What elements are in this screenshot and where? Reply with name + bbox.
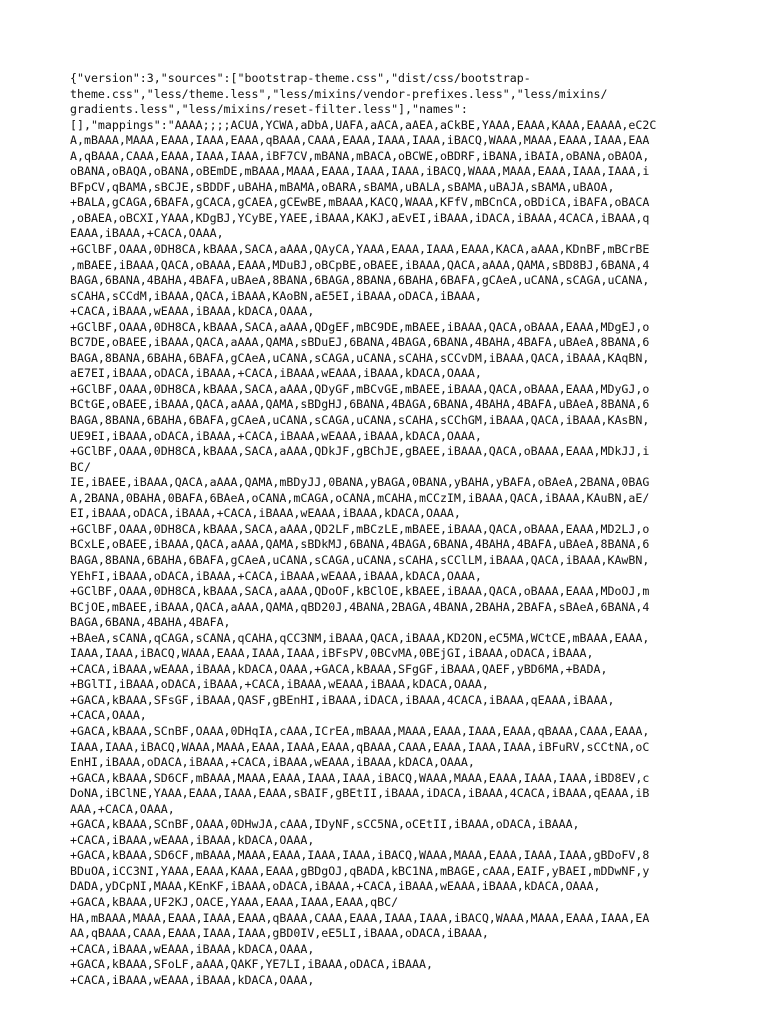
text-line: +CACA,iBAAA,wEAAA,iBAAA,kDACA,OAAA, (70, 941, 315, 956)
text-line: EAAA,iBAAA,+CACA,OAAA, (70, 226, 224, 241)
text-line: BAGA,6BANA,4BAHA,4BAFA, (70, 615, 231, 630)
text-line: ,mBAEE,iBAAA,QACA,oBAAA,EAAA,MDuBJ,oBCpBE,oBAEE,iBAAA,QACA,aAAA,QAMA,sBD8BJ,6BANA,4 (70, 257, 650, 272)
text-line: BDuOA,iCC3NI,YAAA,EAAA,KAAA,EAAA,gBDgOJ,qBADA,kBC1NA,mBAGE,cAAA,EAIF,yBAEI,mDDwNF,y (70, 863, 650, 878)
text-line: +GACA,kBAAA,SD6CF,mBAAA,MAAA,EAAA,IAAA,IAAA,iBACQ,WAAA,MAAA,EAAA,IAAA,IAAA,gBDoFV,8 (70, 848, 650, 863)
text-line: UE9EI,iBAAA,oDACA,iBAAA,+CACA,iBAAA,wEAAA,iBAAA,kDACA,OAAA, (70, 428, 482, 443)
text-line: EI,iBAAA,oDACA,iBAAA,+CACA,iBAAA,wEAAA,iBAAA,kDACA,OAAA, (70, 506, 461, 521)
text-line: BCxLE,oBAEE,iBAAA,QACA,aAAA,QAMA,sBDkMJ,6BANA,4BAGA,6BANA,4BAHA,4BAFA,uBAeA,8BANA,6 (70, 537, 650, 552)
text-line: BAGA,8BANA,6BAHA,6BAFA,gCAeA,uCANA,sCAGA,uCANA,sCAHA,sCCvDM,iBAAA,QACA,iBAAA,KAqBN, (70, 350, 650, 365)
text-line: oBANA,oBAQA,oBANA,oBEmDE,mBAAA,MAAA,EAAA,IAAA,IAAA,iBACQ,WAAA,MAAA,EAAA,IAAA,IAAA,i (70, 164, 650, 179)
text-line: sCAHA,sCCdM,iBAAA,QACA,iBAAA,KAoBN,aE5EI,iBAAA,oDACA,iBAAA, (70, 288, 482, 303)
text-line: BAGA,6BANA,4BAHA,4BAFA,uBAeA,8BANA,6BAGA,8BANA,6BAHA,6BAFA,gCAeA,uCANA,sCAGA,uCANA, (70, 273, 650, 288)
text-line: +GACA,kBAAA,SFsGF,iBAAA,QASF,gBEnHI,iBAAA,iDACA,iBAAA,4CACA,iBAAA,qEAAA,iBAAA, (70, 692, 615, 707)
text-line: +CACA,iBAAA,wEAAA,iBAAA,kDACA,OAAA, (70, 304, 315, 319)
text-line: AAA,+CACA,OAAA, (70, 801, 175, 816)
text-line: aE7EI,iBAAA,oDACA,iBAAA,+CACA,iBAAA,wEAAA,iBAAA,kDACA,OAAA, (70, 366, 482, 381)
text-line: A,qBAAA,CAAA,EAAA,IAAA,IAAA,iBF7CV,mBANA,mBACA,oBCWE,oBDRF,iBANA,iBAIA,oBANA,oBAOA, (70, 148, 650, 163)
text-line: +GClBF,OAAA,0DH8CA,kBAAA,SACA,aAAA,QDgEF,mBC9DE,mBAEE,iBAAA,QACA,oBAAA,EAAA,MDgEJ,o (70, 319, 650, 334)
text-line: HA,mBAAA,MAAA,EAAA,IAAA,EAAA,qBAAA,CAAA,EAAA,IAAA,IAAA,iBACQ,WAAA,MAAA,EAAA,IAAA,EA (70, 910, 650, 925)
text-line: theme.css","less/theme.less","less/mixins/vendor-prefixes.less","less/mixins/ (70, 86, 608, 101)
text-line: gradients.less","less/mixins/reset-filter.less"],"names": (70, 102, 468, 117)
text-line: +GClBF,OAAA,0DH8CA,kBAAA,SACA,aAAA,QDyGF,mBCvGE,mBAEE,iBAAA,QACA,oBAAA,EAAA,MDyGJ,o (70, 381, 650, 396)
text-line: [],"mappings":"AAAA;;;;ACUA,YCWA,aDbA,UAFA,aACA,aAEA,aCkBE,YAAA,EAAA,KAAA,EAAAA,eC2C (70, 117, 657, 132)
source-map-text (70, 71, 702, 988)
text-line: +CACA,iBAAA,wEAAA,iBAAA,kDACA,OAAA,+GACA,kBAAA,SFgGF,iBAAA,QAEF,yBD6MA,+BADA, (70, 661, 608, 676)
text-line: BCjOE,mBAEE,iBAAA,QACA,aAAA,QAMA,qBD20J,4BANA,2BAGA,4BANA,2BAHA,2BAFA,sBAeA,6BANA,4 (70, 599, 650, 614)
text-line: +BGlTI,iBAAA,oDACA,iBAAA,+CACA,iBAAA,wEAAA,iBAAA,kDACA,OAAA, (70, 677, 489, 692)
text-line: BCtGE,oBAEE,iBAAA,QACA,aAAA,QAMA,sBDgHJ,6BANA,4BAGA,6BANA,4BAHA,4BAFA,uBAeA,8BANA,6 (70, 397, 650, 412)
text-line: +GClBF,OAAA,0DH8CA,kBAAA,SACA,aAAA,QAyCA,YAAA,EAAA,IAAA,EAAA,KACA,aAAA,KDnBF,mBCrBE (70, 242, 650, 257)
text-line: AA,qBAAA,CAAA,EAAA,IAAA,IAAA,gBD0IV,eE5LI,iBAAA,oDACA,iBAAA, (70, 926, 489, 941)
text-line: +GClBF,OAAA,0DH8CA,kBAAA,SACA,aAAA,QD2LF,mBCzLE,mBAEE,iBAAA,QACA,oBAAA,EAAA,MD2LJ,o (70, 521, 650, 536)
text-line: +GACA,kBAAA,SCnBF,OAAA,0DHwJA,cAAA,IDyNF,sCC5NA,oCEtII,iBAAA,oDACA,iBAAA, (70, 817, 580, 832)
text-line: +CACA,OAAA, (70, 708, 147, 723)
text-line: +GACA,kBAAA,UF2KJ,OACE,YAAA,EAAA,IAAA,EAAA,qBC/ (70, 894, 399, 909)
text-line: YEhFI,iBAAA,oDACA,iBAAA,+CACA,iBAAA,wEAAA,iBAAA,kDACA,OAAA, (70, 568, 482, 583)
text-line: IAAA,IAAA,iBACQ,WAAA,MAAA,EAAA,IAAA,EAAA,qBAAA,CAAA,EAAA,IAAA,IAAA,iBFuRV,sCCtNA,oC (70, 739, 650, 754)
text-line: A,mBAAA,MAAA,EAAA,IAAA,EAAA,qBAAA,CAAA,EAAA,IAAA,IAAA,iBACQ,WAAA,MAAA,EAAA,IAAA,EAA (70, 133, 650, 148)
text-line: +GACA,kBAAA,SD6CF,mBAAA,MAAA,EAAA,IAAA,IAAA,iBACQ,WAAA,MAAA,EAAA,IAAA,IAAA,iBD8EV,c (70, 770, 650, 785)
text-line: BC/ (70, 459, 91, 474)
text-line: ,oBAEA,oBCXI,YAAA,KDgBJ,YCyBE,YAEE,iBAAA,KAKJ,aEvEI,iBAAA,iDACA,iBAAA,4CACA,iBAAA,q (70, 210, 650, 225)
text-line: DADA,yDCpNI,MAAA,KEnKF,iBAAA,oDACA,iBAAA,+CACA,iBAAA,wEAAA,iBAAA,kDACA,OAAA, (70, 879, 601, 894)
text-line: +GACA,kBAAA,SFoLF,aAAA,QAKF,YE7LI,iBAAA,oDACA,iBAAA, (70, 957, 433, 972)
text-line: +CACA,iBAAA,wEAAA,iBAAA,kDACA,OAAA, (70, 972, 315, 987)
text-line: BC7DE,oBAEE,iBAAA,QACA,aAAA,QAMA,sBDuEJ,6BANA,4BAGA,6BANA,4BAHA,4BAFA,uBAeA,8BANA,6 (70, 335, 650, 350)
text-line: +GACA,kBAAA,SCnBF,OAAA,0DHqIA,cAAA,ICrEA,mBAAA,MAAA,EAAA,IAAA,EAAA,qBAAA,CAAA,EAAA, (70, 723, 650, 738)
text-line: +BALA,gCAGA,6BAFA,gCACA,gCAEA,gCEwBE,mBAAA,KACQ,WAAA,KFfV,mBCnCA,oBDiCA,iBAFA,oBACA (70, 195, 650, 210)
text-line: BAGA,8BANA,6BAHA,6BAFA,gCAeA,uCANA,sCAGA,uCANA,sCAHA,sCChGM,iBAAA,QACA,iBAAA,KAsBN, (70, 413, 650, 428)
text-line: +GClBF,OAAA,0DH8CA,kBAAA,SACA,aAAA,QDkJF,gBChJE,gBAEE,iBAAA,QACA,oBAAA,EAAA,MDkJJ,i (70, 444, 650, 459)
text-line: IE,iBAEE,iBAAA,QACA,aAAA,QAMA,mBDyJJ,0BANA,yBAGA,0BANA,yBAHA,yBAFA,oBAeA,2BANA,0BAG (70, 475, 650, 490)
text-line: IAAA,IAAA,iBACQ,WAAA,EAAA,IAAA,IAAA,iBFsPV,0BCvMA,0BEjGI,iBAAA,oDACA,iBAAA, (70, 646, 594, 661)
text-line: +CACA,iBAAA,wEAAA,iBAAA,kDACA,OAAA, (70, 832, 315, 847)
text-line: BFpCV,qBAMA,sBCJE,sBDDF,uBAHA,mBAMA,oBARA,sBAMA,uBALA,sBAMA,uBAJA,sBAMA,uBAOA, (70, 179, 615, 194)
text-line: +GClBF,OAAA,0DH8CA,kBAAA,SACA,aAAA,QDoOF,kBClOE,kBAEE,iBAAA,QACA,oBAAA,EAAA,MDoOJ,m (70, 584, 650, 599)
text-line: BAGA,8BANA,6BAHA,6BAFA,gCAeA,uCANA,sCAGA,uCANA,sCAHA,sCClLM,iBAAA,QACA,iBAAA,KAwBN, (70, 552, 650, 567)
text-line: DoNA,iBClNE,YAAA,EAAA,IAAA,EAAA,sBAIF,gBEtII,iBAAA,iDACA,iBAAA,4CACA,iBAAA,qEAAA,iB (70, 786, 650, 801)
text-line: {"version":3,"sources":["bootstrap-theme.css","dist/css/bootstrap- (70, 71, 531, 85)
text-line: A,2BANA,0BAHA,0BAFA,6BAeA,oCANA,mCAGA,oCANA,mCAHA,mCCzIM,iBAAA,QACA,iBAAA,KAuBN,aE/ (70, 490, 650, 505)
text-line: +BAeA,sCANA,qCAGA,sCANA,qCAHA,qCC3NM,iBAAA,QACA,iBAAA,KD2ON,eC5MA,WCtCE,mBAAA,EAAA, (70, 630, 650, 645)
text-line: EnHI,iBAAA,oDACA,iBAAA,+CACA,iBAAA,wEAAA,iBAAA,kDACA,OAAA, (70, 755, 475, 770)
